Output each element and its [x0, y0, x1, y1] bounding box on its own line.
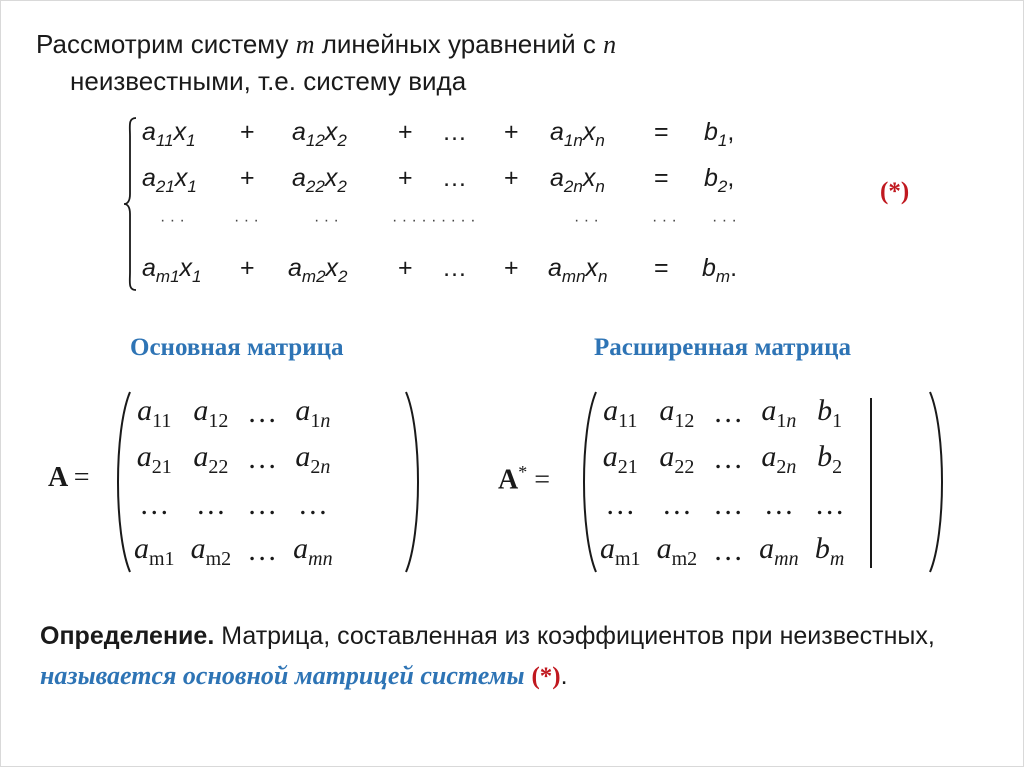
matrix-cell: $a_{22}$ [659, 439, 695, 478]
dots-cell: · · · [652, 212, 677, 229]
matrix-cell: $b_1$ [817, 393, 843, 432]
matrix-cell: … [247, 488, 278, 521]
dots-cell: · · · · · · · · · [392, 212, 476, 229]
matrix-cell: $a_{12}$ [193, 393, 229, 432]
equals-sign: = [654, 254, 669, 282]
matrix-cell: $a_{21}$ [136, 439, 172, 478]
definition-paragraph [40, 616, 980, 697]
term-b2: $b_2$, [704, 164, 735, 196]
definition-emphasis: называется основной матрицей системы [40, 661, 525, 690]
system-brace [122, 116, 138, 292]
dots-cell: · · · [574, 212, 599, 229]
plus-sign: + [504, 254, 519, 282]
matrix-cell: $a_{12}$ [659, 393, 695, 432]
plus-sign: + [504, 164, 519, 192]
equals-sign: = [534, 464, 551, 496]
matrix-row [126, 436, 341, 482]
matrix-cell: $a_{m2}$ [190, 531, 232, 570]
matrix-ext-letter: A [498, 464, 519, 496]
matrix-ext-name [498, 462, 550, 496]
matrix-cell: $b_m$ [814, 531, 845, 570]
ellipsis: … [442, 118, 467, 146]
matrix-cell: $a_{2n}$ [761, 439, 797, 478]
matrix-cell: … [247, 442, 278, 475]
matrix-cell: $b_2$ [817, 439, 843, 478]
matrix-cell: … [661, 488, 692, 521]
definition-title: Определение. [40, 622, 215, 650]
matrix-cell: … [713, 534, 744, 567]
matrix-cell: $a_{m2}$ [656, 531, 698, 570]
system-label: (*) [880, 178, 910, 205]
matrix-cell: … [297, 488, 328, 521]
matrix-row [126, 482, 341, 528]
matrix-cell: $a_{21}$ [602, 439, 638, 478]
matrix-row [592, 436, 853, 482]
heading-basic-matrix: Основная матрица [130, 334, 344, 361]
plus-sign: + [240, 164, 255, 192]
matrix-row [126, 390, 341, 436]
matrix-a-name [48, 462, 89, 494]
dots-cell: · · · [160, 212, 185, 229]
matrix-extended [576, 390, 966, 580]
matrix-ext-table [592, 390, 853, 574]
var-m: m [295, 30, 315, 59]
plus-sign: + [398, 118, 413, 146]
matrix-row [592, 482, 853, 528]
right-paren [404, 390, 426, 574]
equation-system [118, 108, 768, 298]
term-bm: $b_m$. [702, 254, 738, 286]
matrix-cell: … [713, 442, 744, 475]
matrix-cell: $a_{1n}$ [761, 393, 797, 432]
plus-sign: + [398, 254, 413, 282]
plus-sign: + [398, 164, 413, 192]
term-am1x1: $a_{m1}x_1$ [142, 254, 202, 286]
term-a11x1: $a_{11}x_1$ [142, 118, 196, 150]
matrix-cell: … [713, 396, 744, 429]
ellipsis: … [442, 164, 467, 192]
equals-sign: = [654, 164, 669, 192]
matrix-row [592, 528, 853, 574]
equals-sign: = [654, 118, 669, 146]
definition-text: Матрица, составленная из коэффициентов при неизвестных, [214, 622, 935, 650]
matrix-cell: $a_{m1}$ [134, 531, 175, 570]
matrix-a-letter: A [48, 462, 67, 493]
matrix-cell: … [247, 396, 278, 429]
term-a2nxn: $a_{2n}x_n$ [550, 164, 605, 196]
intro-text [36, 26, 796, 99]
matrix-a [110, 390, 430, 580]
intro-line2: неизвестными, т.е. систему вида [70, 66, 467, 96]
matrix-cell: $a_{2n}$ [295, 439, 331, 478]
matrix-cell: … [763, 488, 794, 521]
equals-sign: = [73, 462, 90, 493]
matrix-cell: $a_{22}$ [193, 439, 229, 478]
dots-cell: · · · [712, 212, 737, 229]
term-a12x2: $a_{12}x_2$ [292, 118, 347, 150]
matrix-cell: … [195, 488, 226, 521]
plus-sign: + [240, 118, 255, 146]
matrix-cell: $a_{m1}$ [600, 531, 641, 570]
matrix-a-table [126, 390, 341, 574]
term-a21x1: $a_{21}x_1$ [142, 164, 197, 196]
matrix-cell: $a_{11}$ [603, 393, 638, 432]
dots-cell: · · · [314, 212, 339, 229]
ellipsis: … [442, 254, 467, 282]
definition-ref: (*) [531, 663, 561, 690]
heading-extended-matrix: Расширенная матрица [594, 334, 851, 361]
matrix-cell: $a_{mn}$ [759, 531, 799, 570]
term-a1nxn: $a_{1n}x_n$ [550, 118, 605, 150]
intro-part2: линейных уравнений с [314, 29, 604, 59]
term-amnxn: $a_{mn}x_n$ [548, 254, 608, 286]
matrix-row [126, 528, 341, 574]
matrix-row [592, 390, 853, 436]
intro-part1: Рассмотрим систему [36, 29, 296, 59]
plus-sign: + [240, 254, 255, 282]
definition-end: . [560, 662, 568, 690]
matrix-cell: … [247, 534, 278, 567]
augment-divider [870, 398, 872, 568]
matrix-cell: $a_{1n}$ [295, 393, 331, 432]
matrix-cell: $a_{mn}$ [293, 531, 333, 570]
right-paren [928, 390, 950, 574]
plus-sign: + [504, 118, 519, 146]
term-am2x2: $a_{m2}x_2$ [288, 254, 348, 286]
matrix-cell: … [814, 488, 845, 521]
term-a22x2: $a_{22}x_2$ [292, 164, 347, 196]
matrix-cell: $a_{11}$ [137, 393, 172, 432]
var-n: n [603, 30, 617, 59]
matrix-cell: … [139, 488, 170, 521]
matrix-ext-star: * [518, 462, 528, 482]
term-b1: $b_1$, [704, 118, 735, 150]
matrix-cell: … [713, 488, 744, 521]
dots-cell: · · · [234, 212, 259, 229]
matrix-cell: … [605, 488, 636, 521]
